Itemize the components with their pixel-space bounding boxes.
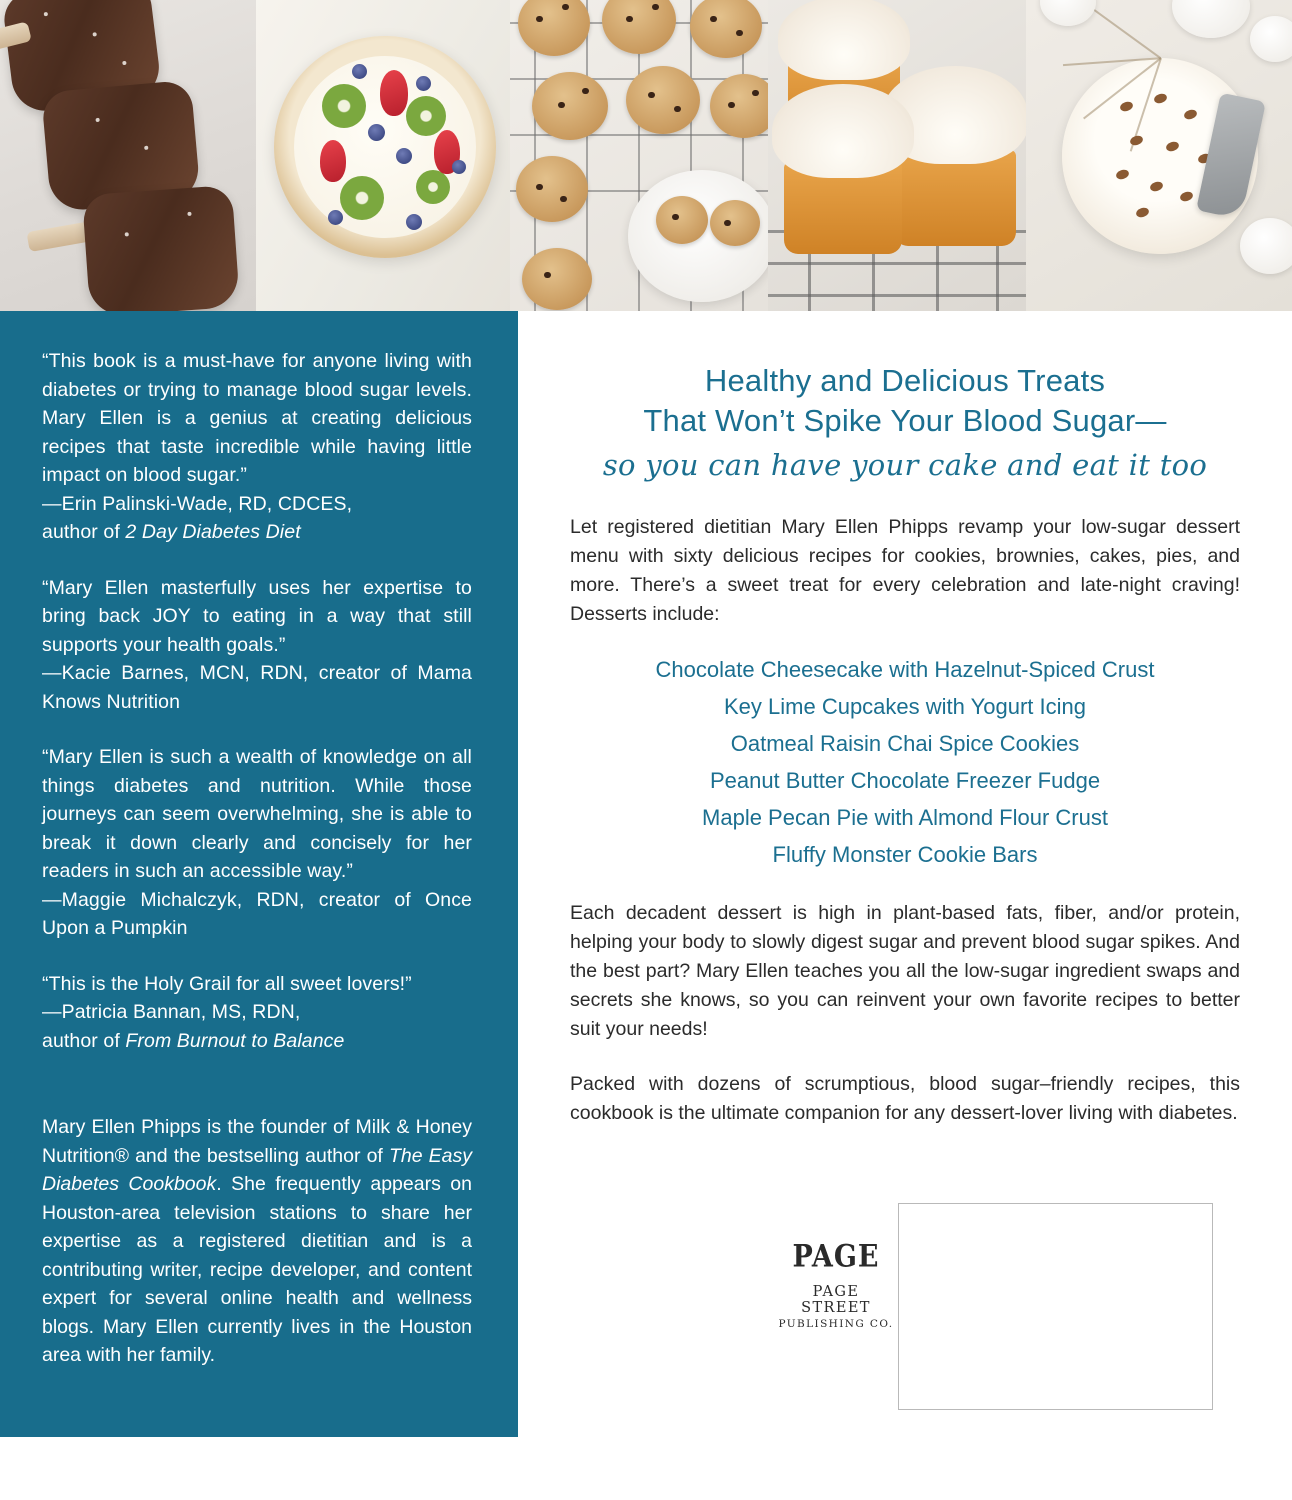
cookie-half [656,196,708,244]
photo-strip [0,0,1292,311]
testimonial-quote: “This book is a must-have for anyone living with diabetes or trying to manage blood sugar levels. Mary Ellen is a genius at creating delicious recipes that taste incredible while having little impact on blood sugar.” [42,350,472,486]
testimonial-4 [42,970,472,1056]
panel-bottom-spacer [0,1437,518,1500]
cupcakes-photo [768,0,1026,311]
fruit-pizza-photo [256,0,510,311]
list-item: Chocolate Cheesecake with Hazelnut-Spiced Crust [655,657,1155,682]
testimonial-1 [42,347,472,547]
testimonial-author: —Erin Palinski-Wade, RD, CDCES, [42,492,353,515]
testimonial-quote: “Mary Ellen is such a wealth of knowledge on all things diabetes and nutrition. While those journeys can seem overwhelming, she is able to break it down clearly and concisely for her readers in such an accessible way.” [42,746,472,882]
recipe-list [570,651,1240,873]
cookie [518,0,590,56]
testimonials-panel [0,311,518,1437]
cupcake-wrapper [894,150,1016,246]
cookie [602,0,676,54]
testimonial-attribution [42,886,472,943]
publisher-logo-mark: PAGE [792,1238,880,1275]
testimonial-work: From Burnout to Balance [125,1029,345,1052]
cookie-half [710,200,760,246]
popsicle-stick [0,21,32,61]
cookie [532,72,608,140]
pecan-pie-photo [1026,0,1292,311]
publisher-logo [776,1238,896,1330]
testimonial-author: —Maggie Michalczyk, RDN, [42,888,305,911]
testimonial-role: author of [42,1029,126,1052]
cookie [690,0,762,58]
chocolate-popsicles-photo [0,0,256,311]
cookie [522,248,592,310]
testimonial-role: creator of Once Upon a Pumpkin [42,888,473,939]
author-name: Mary Ellen Phipps [42,1116,201,1138]
list-item: Maple Pecan Pie with Almond Flour Crust [702,805,1108,830]
barcode-placeholder [898,1203,1213,1410]
testimonial-quote: “This is the Holy Grail for all sweet lovers!” [42,972,412,995]
publisher-name-line-2: PUBLISHING CO. [778,1318,894,1330]
cream-bowl [1240,218,1292,274]
list-item: Peanut Butter Chocolate Freezer Fudge [709,768,1101,793]
small-bowl [1040,0,1096,26]
description-paragraph-2: Each decadent dessert is high in plant-based fats, fiber, and/or protein, helping your body to slowly digest sugar and prevent blood sugar spikes. And the best part? Mary Ellen teaches you all the low-sugar ingredient swaps and secrets she knows, so you can reinvent your own favorite recipes to better suit your needs! [570,902,1240,1040]
headline-script-line: so you can have your cake and eat it too [602,448,1208,482]
frosting [772,84,914,178]
publisher-name-line-1: PAGE STREET [801,1284,871,1316]
author-bio-text-1: is the founder of Milk & Honey Nutrition® and the bestselling author of [42,1116,473,1167]
bowl-of-pecans [1172,0,1250,38]
cover-body [0,311,1292,1500]
description-panel [518,311,1292,1500]
testimonial-3 [42,743,472,943]
list-item: Key Lime Cupcakes with Yogurt Icing [724,694,1086,719]
testimonial-work: 2 Day Diabetes Diet [125,521,301,543]
frosting [778,0,910,80]
list-item: Fluffy Monster Cookie Bars [772,842,1038,867]
headline-line-2: That Won’t Spike Your Blood Sugar— [643,403,1167,438]
testimonial-author: —Patricia Bannan, MS, RDN, [42,1001,301,1023]
testimonial-attribution [42,490,472,547]
author-bio-text-2: . She frequently appears on Houston-area television stations to share her expertise as a registered dietitian and is a contributing writer, recipe developer, and content expert for several online health and wellness blogs. Mary Ellen currently lives in the Houston area with her family. [42,1173,472,1366]
testimonial-role: creator of Mama Knows Nutrition [42,662,473,713]
small-bowl [1250,16,1292,62]
cookie [516,156,588,222]
testimonial-attribution [42,659,472,716]
cookie [710,74,768,138]
testimonial-author: —Kacie Barnes, MCN, RDN, [42,662,309,684]
author-bio [42,1113,472,1370]
testimonial-role: author of [42,521,126,543]
testimonial-quote: “Mary Ellen masterfully uses her expertise to bring back JOY to eating in a way that still supports your health goals.” [42,576,472,656]
cookie [626,66,700,134]
headline-line-1: Healthy and Delicious Treats [704,363,1106,398]
author-book-title: The Easy Diabetes Cookbook [42,1144,472,1195]
description-paragraph-1: Let registered dietitian Mary Ellen Phipps revamp your low-sugar dessert menu with sixty delicious recipes for cookies, brownies, cakes, pies, and more. There’s a sweet treat for every celebration and late-night craving! Desserts include: [570,516,1240,625]
list-item: Oatmeal Raisin Chai Spice Cookies [730,731,1080,756]
oatmeal-cookies-photo [510,0,768,311]
popsicle-shape [82,185,240,311]
testimonial-attribution [42,998,472,1055]
testimonial-2 [42,574,472,717]
page-title [570,361,1240,487]
description-paragraph-3: Packed with dozens of scrumptious, blood sugar–friendly recipes, this cookbook is the ultimate companion for any dessert-lover living with diabetes. [570,1073,1240,1124]
